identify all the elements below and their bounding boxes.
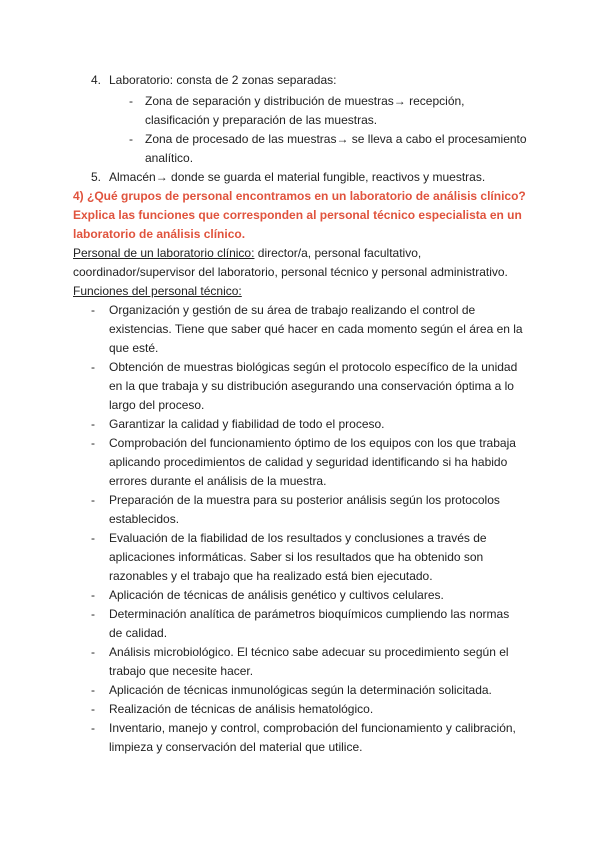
bullet-line: trabajo que necesite hacer. (109, 664, 254, 678)
sub-item-line: Zona de separación y distribución de muestras→ recepción, (145, 94, 465, 108)
bullet-line: Comprobación del funcionamiento óptimo de los equipos con los que trabaja (109, 436, 516, 450)
personal-text-line: coordinador/supervisor del laboratorio, personal técnico y personal administrativo. (73, 265, 508, 279)
question-heading-line: 4) ¿Qué grupos de personal encontramos en un laboratorio de análisis clínico? (73, 189, 526, 203)
bullet-line: razonables y el trabajo que ha realizado está bien ejecutado. (109, 569, 433, 583)
personal-paragraph (73, 244, 421, 263)
bullet-line: que esté. (109, 341, 159, 355)
bullet-line: de calidad. (109, 626, 168, 640)
bullet-line: Preparación de la muestra para su posterior análisis según los protocolos (109, 493, 500, 507)
dash-marker: - (91, 436, 95, 450)
dash-marker: - (91, 493, 95, 507)
question-heading-line: laboratorio de análisis clínico. (73, 227, 246, 241)
dash-marker: - (91, 683, 95, 697)
bullet-line: limpieza y conservación del material que utilice. (109, 740, 363, 754)
sub-item-line: Zona de procesado de las muestras→ se lleva a cabo el procesamiento (145, 132, 527, 146)
question-heading-line: Explica las funciones que corresponden al personal técnico especialista en un (73, 208, 522, 222)
bullet-line: Realización de técnicas de análisis hematológico. (109, 702, 374, 716)
personal-text: director/a, personal facultativo, (254, 246, 422, 260)
bullet-line: Obtención de muestras biológicas según el protocolo específico de la unidad (109, 360, 518, 374)
dash-marker: - (91, 303, 95, 317)
personal-label: Personal de un laboratorio clínico: (73, 246, 255, 260)
dash-marker: - (91, 645, 95, 659)
dash-marker: - (91, 531, 95, 545)
bullet-line: Organización y gestión de su área de trabajo realizando el control de (109, 303, 476, 317)
list-number: 4. (91, 73, 102, 87)
bullet-line: en la que trabaja y su distribución asegurando una conservación óptima a lo (109, 379, 514, 393)
dash-marker: - (91, 360, 95, 374)
list-item-text: Laboratorio: consta de 2 zonas separadas: (109, 73, 337, 87)
dash-marker: - (91, 721, 95, 735)
list-item-text: Almacén→ donde se guarda el material fungible, reactivos y muestras. (109, 170, 486, 184)
dash-marker: - (91, 588, 95, 602)
bullet-line: Análisis microbiológico. El técnico sabe adecuar su procedimiento según el (109, 645, 509, 659)
bullet-line: Aplicación de técnicas inmunológicas según la determinación solicitada. (109, 683, 492, 697)
bullet-line: Evaluación de la fiabilidad de los resultados y conclusiones a través de (109, 531, 487, 545)
list-number: 5. (91, 170, 102, 184)
bullet-line: Garantizar la calidad y fiabilidad de todo el proceso. (109, 417, 385, 431)
funciones-label: Funciones del personal técnico: (73, 284, 242, 298)
bullet-line: Determinación analítica de parámetros bioquímicos cumpliendo las normas (109, 607, 510, 621)
bullet-line: Aplicación de técnicas de análisis genético y cultivos celulares. (109, 588, 444, 602)
bullet-line: establecidos. (109, 512, 180, 526)
bullet-line: aplicaciones informáticas. Saber si los resultados que ha obtenido son (109, 550, 484, 564)
bullet-line: Inventario, manejo y control, comprobación del funcionamiento y calibración, (109, 721, 516, 735)
dash-marker: - (91, 607, 95, 621)
bullet-line: errores durante el análisis de la muestra. (109, 474, 327, 488)
dash-marker: - (129, 94, 133, 108)
sub-item-line: clasificación y preparación de las muestras. (145, 113, 378, 127)
sub-item-line: analítico. (145, 151, 194, 165)
dash-marker: - (129, 132, 133, 146)
bullet-line: largo del proceso. (109, 398, 205, 412)
bullet-line: aplicando procedimientos de calidad y seguridad identificando si ha habido (109, 455, 508, 469)
dash-marker: - (91, 702, 95, 716)
bullet-line: existencias. Tiene que saber qué hacer en cada momento según el área en la (109, 322, 523, 336)
dash-marker: - (91, 417, 95, 431)
